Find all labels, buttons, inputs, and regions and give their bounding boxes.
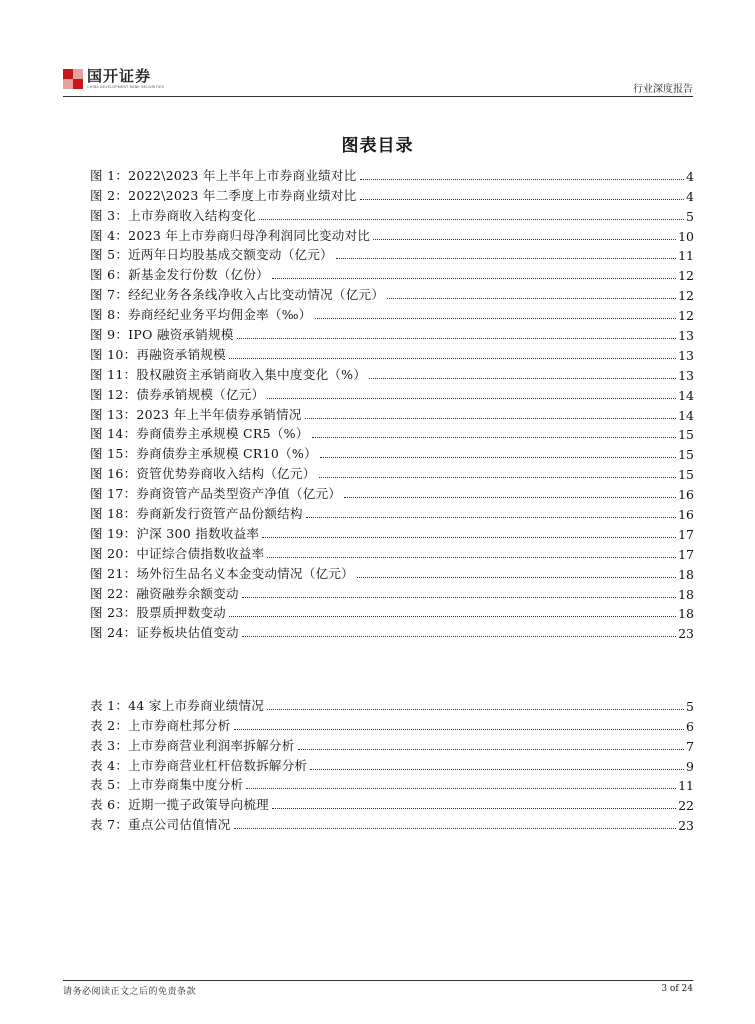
figure-entry-label: 图 5：近两年日均股基成交额变动（亿元） — [90, 247, 333, 263]
figure-entry-page: 18 — [678, 566, 694, 582]
report-type-label: 行业深度报告 — [633, 84, 693, 95]
figure-entry[interactable] — [90, 403, 694, 423]
figure-entry-label: 图 22：融资融券余额变动 — [90, 585, 239, 601]
figure-entry[interactable] — [90, 363, 694, 383]
dot-leader — [315, 317, 676, 319]
figure-entry-label: 图 2：2022\2023 年二季度上市券商业绩对比 — [90, 187, 357, 203]
dot-leader — [373, 238, 676, 240]
figure-entry-label: 图 17：券商资管产品类型资产净值（亿元） — [90, 486, 342, 502]
figure-entry[interactable] — [90, 283, 694, 303]
figure-entry[interactable] — [90, 263, 694, 283]
footer-disclaimer: 请务必阅读正文之后的免责条款 — [63, 987, 197, 997]
figure-entry-label: 图 20：中证综合债指数收益率 — [90, 545, 265, 561]
figure-entry[interactable] — [90, 442, 694, 462]
figure-entry-page: 14 — [678, 387, 694, 403]
figure-entry-label: 图 23：股票质押数变动 — [90, 605, 226, 621]
dot-leader — [267, 708, 684, 710]
dot-leader — [242, 635, 676, 637]
logo-name-cn: 国开证券 — [87, 67, 152, 85]
dot-leader — [237, 337, 676, 339]
figure-entry-page: 10 — [678, 228, 694, 244]
table-entry[interactable] — [90, 694, 694, 714]
footer-divider — [63, 980, 693, 981]
table-entry-label: 表 3：上市券商营业利润率拆解分析 — [90, 737, 295, 753]
figure-entry-label: 图 11：股权融资主承销商收入集中度变化（%） — [90, 366, 367, 382]
dot-leader — [369, 377, 676, 379]
figure-entry-page: 12 — [678, 308, 694, 324]
table-entry[interactable] — [90, 774, 694, 794]
table-entry[interactable] — [90, 754, 694, 774]
figure-entry[interactable] — [90, 522, 694, 542]
page-title: 图表目录 — [341, 136, 414, 156]
figure-entry-label: 图 19：沪深 300 指数收益率 — [90, 525, 260, 541]
dot-leader — [387, 297, 676, 299]
figure-entry-label: 图 24：证券板块估值变动 — [90, 625, 239, 641]
figure-entry-page: 5 — [686, 208, 694, 224]
figure-entry[interactable] — [90, 303, 694, 323]
figure-entry[interactable] — [90, 542, 694, 562]
figure-entry-page: 4 — [686, 168, 694, 184]
dot-leader — [298, 748, 685, 750]
table-entry[interactable] — [90, 714, 694, 734]
company-logo — [63, 68, 164, 94]
dot-leader — [312, 436, 676, 438]
dot-leader — [272, 807, 676, 809]
figure-entry-label: 图 12：债券承销规模（亿元） — [90, 386, 265, 402]
logo-name-en: CHINA DEVELOPMENT BANK SECURITIES — [87, 85, 165, 89]
dot-leader — [320, 456, 676, 458]
dot-leader — [357, 576, 676, 578]
figure-entry-label: 图 16：资管优势券商收入结构（亿元） — [90, 466, 316, 482]
table-entry[interactable] — [90, 793, 694, 813]
dot-leader — [306, 516, 676, 518]
figure-entry[interactable] — [90, 602, 694, 622]
figure-entry[interactable] — [90, 164, 694, 184]
table-entry-label: 表 6：近期一揽子政策导向梳理 — [90, 797, 269, 813]
dot-leader — [267, 556, 676, 558]
figure-entry[interactable] — [90, 423, 694, 443]
footer-page-number: 3 of 24 — [661, 984, 693, 994]
figure-entry[interactable] — [90, 582, 694, 602]
figure-entry-page: 18 — [678, 586, 694, 602]
figure-entry[interactable] — [90, 482, 694, 502]
dot-leader — [242, 596, 676, 598]
figure-entry-label: 图 3：上市券商收入结构变化 — [90, 207, 257, 223]
table-entry-page: 9 — [686, 758, 694, 774]
dot-leader — [360, 178, 685, 180]
figure-entry-page: 13 — [678, 328, 694, 344]
dot-leader — [229, 615, 676, 617]
figure-entry-page: 16 — [678, 487, 694, 503]
table-entry-label: 表 4：上市券商营业杠杆倍数拆解分析 — [90, 757, 308, 773]
figure-entry-label: 图 6：新基金发行份数（亿份） — [90, 267, 269, 283]
figure-entry[interactable] — [90, 462, 694, 482]
table-list — [90, 694, 694, 833]
dot-leader — [360, 198, 685, 200]
figure-entry-label: 图 1：2022\2023 年上半年上市券商业绩对比 — [90, 167, 357, 183]
dot-leader — [267, 397, 676, 399]
table-entry-label: 表 5：上市券商集中度分析 — [90, 777, 244, 793]
figure-entry-page: 13 — [678, 367, 694, 383]
figure-entry-page: 15 — [678, 427, 694, 443]
table-entry-page: 6 — [686, 718, 694, 734]
dot-leader — [262, 536, 676, 538]
table-entry[interactable] — [90, 813, 694, 833]
figure-entry-page: 15 — [678, 467, 694, 483]
figure-entry[interactable] — [90, 621, 694, 641]
figure-entry[interactable] — [90, 224, 694, 244]
figure-entry[interactable] — [90, 204, 694, 224]
figure-entry-label: 图 4：2023 年上市券商归母净利润同比变动对比 — [90, 227, 371, 243]
figure-entry-label: 图 15：券商债券主承规模 CR10（%） — [90, 446, 317, 462]
table-entry-page: 5 — [686, 698, 694, 714]
dot-leader — [234, 728, 685, 730]
figure-entry[interactable] — [90, 502, 694, 522]
table-entry-page: 7 — [686, 738, 694, 754]
table-entry-label: 表 1：44 家上市券商业绩情况 — [90, 697, 265, 713]
figure-entry-label: 图 10：再融资承销规模 — [90, 346, 226, 362]
figure-entry-page: 16 — [678, 507, 694, 523]
figure-entry-label: 图 9：IPO 融资承销规模 — [90, 327, 234, 343]
figure-entry-page: 17 — [678, 526, 694, 542]
figure-entry-page: 11 — [678, 248, 694, 264]
figure-entry-page: 14 — [678, 407, 694, 423]
table-entry-label: 表 7：重点公司估值情况 — [90, 817, 231, 833]
table-entry[interactable] — [90, 734, 694, 754]
figure-entry-page: 17 — [678, 546, 694, 562]
figure-entry[interactable] — [90, 343, 694, 363]
table-entry-page: 11 — [678, 778, 694, 794]
dot-leader — [336, 257, 676, 259]
figure-entry[interactable] — [90, 244, 694, 264]
dot-leader — [344, 496, 676, 498]
figure-entry-label: 图 21：场外衍生品名义本金变动情况（亿元） — [90, 565, 354, 581]
figure-entry[interactable] — [90, 323, 694, 343]
dot-leader — [319, 476, 677, 478]
figure-entry-label: 图 8：券商经纪业务平均佣金率（‰） — [90, 307, 312, 323]
dot-leader — [272, 277, 676, 279]
figure-entry[interactable] — [90, 562, 694, 582]
figure-entry-label: 图 7：经纪业务各条线净收入占比变动情况（亿元） — [90, 287, 385, 303]
page-header — [63, 66, 693, 98]
figure-entry-page: 23 — [678, 626, 694, 642]
figure-list — [90, 164, 694, 641]
figure-entry-page: 15 — [678, 447, 694, 463]
figure-entry-label: 图 13：2023 年上半年债券承销情况 — [90, 406, 302, 422]
figure-entry[interactable] — [90, 383, 694, 403]
figure-entry-page: 12 — [678, 268, 694, 284]
table-entry-label: 表 2：上市券商杜邦分析 — [90, 717, 231, 733]
figure-entry-page: 4 — [686, 188, 694, 204]
logo-mark-icon — [63, 69, 83, 89]
dot-leader — [310, 768, 684, 770]
figure-entry-page: 13 — [678, 347, 694, 363]
dot-leader — [259, 218, 684, 220]
figure-entry-page: 12 — [678, 288, 694, 304]
table-entry-page: 23 — [678, 818, 694, 834]
figure-entry-label: 图 14：券商债券主承规模 CR5（%） — [90, 426, 309, 442]
dot-leader — [305, 417, 676, 419]
figure-entry-page: 18 — [678, 606, 694, 622]
header-divider — [63, 96, 693, 97]
dot-leader — [229, 357, 676, 359]
dot-leader — [246, 787, 676, 789]
figure-entry-label: 图 18：券商新发行资管产品份额结构 — [90, 506, 303, 522]
table-entry-page: 22 — [678, 798, 694, 814]
figure-entry[interactable] — [90, 184, 694, 204]
dot-leader — [234, 827, 677, 829]
